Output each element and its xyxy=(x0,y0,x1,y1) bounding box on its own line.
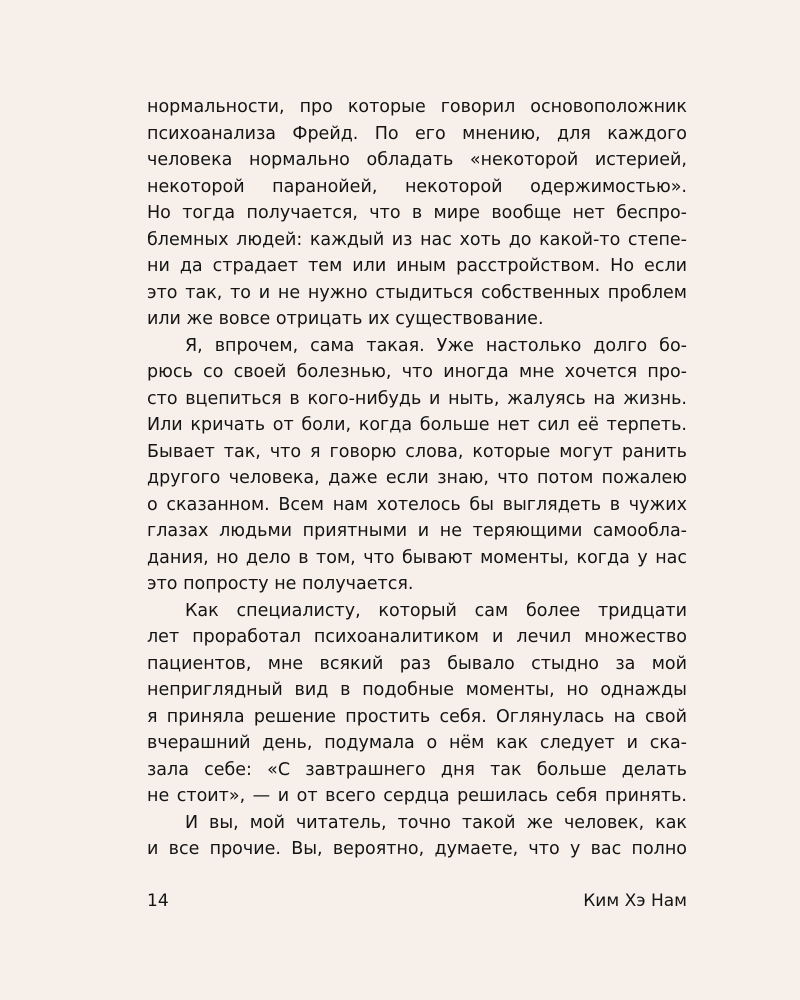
text-line: дания, но дело в том, что бывают моменты, когда у нас xyxy=(147,547,687,568)
text-line: я приняла решение простить себя. Оглянулась на свой xyxy=(147,706,687,727)
text-line: и все прочие. Вы, вероятно, думаете, что у вас полно xyxy=(147,839,687,859)
text-line: или же вовсе отрицать их существование. xyxy=(147,309,544,329)
text-line: это так, то и не нужно стыдиться собственных проблем xyxy=(147,282,687,303)
page-number: 14 xyxy=(147,891,169,911)
text-line: И вы, мой читатель, точно такой же человек, как xyxy=(185,812,687,833)
text-line: лет проработал психоаналитиком и лечил множество xyxy=(147,627,687,647)
text-line: нормальности, про которые говорил основоположник xyxy=(147,97,687,117)
text-line: Но тогда получается, что в мире вообще нет беспро- xyxy=(147,203,687,223)
text-line: другого человека, даже если знаю, что потом пожалею xyxy=(147,468,687,488)
text-line: рюсь со своей болезнью, что иногда мне хочется про- xyxy=(147,362,687,382)
text-line: Бывает так, что я говорю слова, которые могут ранить xyxy=(147,441,687,462)
text-line: зала себе: «С завтрашнего дня так больше делать xyxy=(147,759,687,780)
text-line: не стоит», — и от всего сердца решилась себя принять. xyxy=(147,786,687,806)
text-line: Или кричать от боли, когда больше нет сил её терпеть. xyxy=(147,415,687,435)
text-line: психоанализа Фрейд. По его мнению, для каждого xyxy=(147,123,687,144)
body-text xyxy=(147,94,687,863)
text-line: Как специалисту, который сам более тридцати xyxy=(185,600,687,621)
text-line: вчерашний день, подумала о нём как следует и ска- xyxy=(147,733,687,753)
text-line: пациентов, мне всякий раз бывало стыдно за мой xyxy=(147,653,687,674)
text-line: о сказанном. Всем нам хотелось бы выглядеть в чужих xyxy=(147,494,687,515)
text-line: это попросту не получается. xyxy=(147,574,414,594)
text-line: неприглядный вид в подобные моменты, но однажды xyxy=(147,680,687,700)
text-line: сто вцепиться в кого-нибудь и ныть, жалуясь на жизнь. xyxy=(147,388,687,409)
page-footer xyxy=(147,889,687,913)
text-line: человека нормально обладать «некоторой истерией, xyxy=(147,150,687,170)
text-line: глазах людьми приятными и не теряющими самообла- xyxy=(147,521,687,541)
text-line: ни да страдает тем или иным расстройством. Но если xyxy=(147,256,687,276)
text-line: Я, впрочем, сама такая. Уже настолько долго бо- xyxy=(185,335,687,356)
text-line: некоторой паранойей, некоторой одержимостью». xyxy=(147,176,687,197)
running-author: Ким Хэ Нам xyxy=(583,891,687,911)
text-line: блемных людей: каждый из нас хоть до какой-то степе- xyxy=(147,229,687,250)
